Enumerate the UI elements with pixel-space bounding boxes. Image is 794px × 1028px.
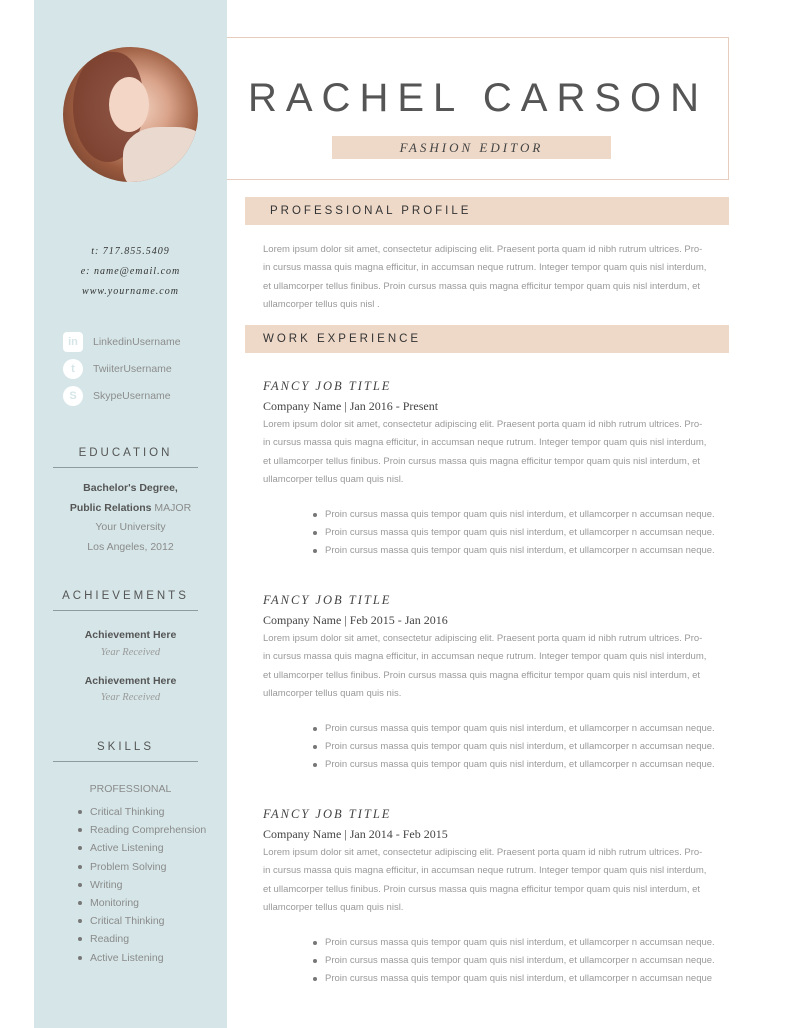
skill-label: Critical Thinking xyxy=(90,806,165,818)
job-description-line: et ullamcorper tellus finibus. Proin cursus massa quis magna efficitur tempor quam quis nisl interdum, et xyxy=(263,455,701,467)
bullet-dot xyxy=(313,959,317,963)
job-bullet-text: Proin cursus massa quis tempor quam quis nisl interdum, et ullamcorper n accumsan neque xyxy=(325,973,713,985)
skill-label: Active Listening xyxy=(90,842,164,855)
job-bullet xyxy=(313,509,715,520)
education-field: Public Relations xyxy=(69,502,152,514)
job-bullet xyxy=(313,527,715,538)
skype-icon: S xyxy=(63,386,83,406)
job-description-line: in cursus massa quis magna efficitur, in accumsan neque rutrum. Integer tempor quam quis nisl interdum, xyxy=(263,865,707,877)
job-bullet-text: Proin cursus massa quis tempor quam quis nisl interdum, et ullamcorper n accumsan neque. xyxy=(325,509,715,520)
skill-item xyxy=(78,879,122,891)
profile-line: et ullamcorper tellus finibus. Proin cursus massa quis magna efficitur tempor quam quis nisl interdum, et xyxy=(263,280,701,292)
bullet-dot xyxy=(78,901,82,905)
education-school: Your University xyxy=(95,521,166,533)
job-description-line: in cursus massa quis magna efficitur, in accumsan neque rutrum. Integer tempor quam quis nisl interdum, xyxy=(263,437,707,449)
work-heading: WORK EXPERIENCE xyxy=(263,333,422,345)
profile-line: ullamcorper tellus quis nisl . xyxy=(263,298,380,310)
job-bullet xyxy=(313,937,715,948)
job-description-line: ullamcorper tellus quam quis nis. xyxy=(263,687,402,699)
skill-item xyxy=(78,897,139,909)
education-heading: EDUCATION xyxy=(53,447,198,468)
linkedin-icon: in xyxy=(63,332,83,352)
social-label: TwiiterUsername xyxy=(93,363,172,375)
job-subtitle: FASHION EDITOR xyxy=(399,140,544,155)
profile-line: Lorem ipsum dolor sit amet, consectetur adipiscing elit. Praesent porta quam id nibh rutrum ultrices. Pro- xyxy=(263,244,703,255)
bullet-dot xyxy=(78,846,82,850)
bullet-dot xyxy=(78,865,82,869)
skill-label: Reading xyxy=(90,933,130,946)
skill-item xyxy=(78,824,206,836)
job-bullet xyxy=(313,759,715,770)
education-major: MAJOR xyxy=(151,502,192,514)
achievements-heading: ACHIEVEMENTS xyxy=(53,590,198,611)
skill-item xyxy=(78,915,165,927)
bullet-dot xyxy=(78,810,82,814)
job-title: FANCY JOB TITLE xyxy=(263,807,392,821)
job-bullet xyxy=(313,723,715,734)
contact-email[interactable]: e: name@email.com xyxy=(80,266,181,277)
social-linkedin[interactable] xyxy=(63,332,181,352)
achievement-title: Achievement Here xyxy=(84,629,177,641)
job-description-line: Lorem ipsum dolor sit amet, consectetur adipiscing elit. Praesent porta quam id nibh rutrum ultrices. Pro- xyxy=(263,633,703,644)
job-bullet xyxy=(313,973,712,984)
job-title: FANCY JOB TITLE xyxy=(263,593,392,607)
job-bullet-text: Proin cursus massa quis tempor quam quis nisl interdum, et ullamcorper n accumsan neque. xyxy=(325,937,715,948)
job-company: Company Name | Jan 2016 - Present xyxy=(263,399,439,413)
profile-line: in cursus massa quis magna efficitur, in accumsan neque rutrum. Integer tempor quam quis nisl interdum, xyxy=(263,262,707,274)
bullet-dot xyxy=(313,977,317,981)
achievement-title: Achievement Here xyxy=(84,675,177,687)
job-bullet xyxy=(313,955,715,966)
bullet-dot xyxy=(313,549,317,553)
page-title: RACHEL CARSON xyxy=(247,76,709,120)
skill-item xyxy=(78,806,165,818)
achievement-year: Year Received xyxy=(100,647,161,658)
job-description-line: ullamcorper tellus quam quis nisl. xyxy=(263,901,404,913)
bullet-dot xyxy=(313,531,317,535)
job-bullet-text: Proin cursus massa quis tempor quam quis nisl interdum, et ullamcorper n accumsan neque. xyxy=(325,545,715,557)
achievement-year: Year Received xyxy=(100,692,161,703)
skill-item xyxy=(78,861,166,873)
skill-label: Active Listening xyxy=(90,951,164,964)
skill-label: Writing xyxy=(90,878,123,891)
bullet-dot xyxy=(313,513,317,517)
job-bullet-text: Proin cursus massa quis tempor quam quis nisl interdum, et ullamcorper n accumsan neque. xyxy=(325,955,715,967)
job-company: Company Name | Jan 2014 - Feb 2015 xyxy=(263,827,448,841)
skill-item xyxy=(78,842,164,854)
skill-label: Critical Thinking xyxy=(90,915,165,928)
bullet-dot xyxy=(78,956,82,960)
avatar-face xyxy=(109,77,149,132)
education-degree: Bachelor's Degree, xyxy=(83,482,178,494)
job-bullet-text: Proin cursus massa quis tempor quam quis nisl interdum, et ullamcorper n accumsan neque. xyxy=(325,527,715,539)
job-description-line: et ullamcorper tellus finibus. Proin cursus massa quis magna efficitur tempor quam quis nisl interdum, et xyxy=(263,883,701,895)
education-location: Los Angeles, 2012 xyxy=(87,541,174,553)
job-company: Company Name | Feb 2015 - Jan 2016 xyxy=(263,613,448,627)
job-description-line: et ullamcorper tellus finibus. Proin cursus massa quis magna efficitur tempor quam quis nisl interdum, et xyxy=(263,669,701,681)
bullet-dot xyxy=(78,883,82,887)
contact-phone: t: 717.855.5409 xyxy=(91,246,170,257)
bullet-dot xyxy=(313,941,317,945)
skill-label: Monitoring xyxy=(90,897,140,909)
job-description-line: in cursus massa quis magna efficitur, in accumsan neque rutrum. Integer tempor quam quis nisl interdum, xyxy=(263,651,707,663)
bullet-dot xyxy=(313,727,317,731)
job-bullet-text: Proin cursus massa quis tempor quam quis nisl interdum, et ullamcorper n accumsan neque. xyxy=(325,759,715,771)
job-bullet-text: Proin cursus massa quis tempor quam quis nisl interdum, et ullamcorper n accumsan neque. xyxy=(325,741,715,753)
job-bullet xyxy=(313,545,715,556)
skill-label: Reading Comprehension xyxy=(90,824,207,837)
job-title: FANCY JOB TITLE xyxy=(263,379,392,393)
twitter-icon: t xyxy=(63,359,83,379)
education-major-line xyxy=(34,502,227,514)
job-description-line: ullamcorper tellus quam quis nisl. xyxy=(263,473,404,485)
bullet-dot xyxy=(313,745,317,749)
bullet-dot xyxy=(78,919,82,923)
job-bullet xyxy=(313,741,715,752)
contact-website[interactable]: www.yourname.com xyxy=(82,286,179,297)
social-twitter[interactable] xyxy=(63,359,172,379)
avatar-coat xyxy=(123,127,198,182)
avatar xyxy=(63,47,198,182)
bullet-dot xyxy=(78,828,82,832)
skill-item xyxy=(78,933,129,945)
skills-heading: SKILLS xyxy=(53,741,198,762)
social-label: LinkedinUsername xyxy=(93,336,181,348)
job-description-line: Lorem ipsum dolor sit amet, consectetur adipiscing elit. Praesent porta quam id nibh rutrum ultrices. Pro- xyxy=(263,419,703,430)
social-skype[interactable] xyxy=(63,386,171,406)
skill-label: Problem Solving xyxy=(90,860,167,873)
social-label: SkypeUsername xyxy=(93,390,171,402)
skill-item xyxy=(78,952,164,964)
bullet-dot xyxy=(313,763,317,767)
job-description-line: Lorem ipsum dolor sit amet, consectetur adipiscing elit. Praesent porta quam id nibh rutrum ultrices. Pro- xyxy=(263,847,703,858)
profile-heading: PROFESSIONAL PROFILE xyxy=(270,205,472,217)
bullet-dot xyxy=(78,937,82,941)
skills-subheading: PROFESSIONAL xyxy=(89,783,172,795)
job-bullet-text: Proin cursus massa quis tempor quam quis nisl interdum, et ullamcorper n accumsan neque. xyxy=(325,723,715,734)
